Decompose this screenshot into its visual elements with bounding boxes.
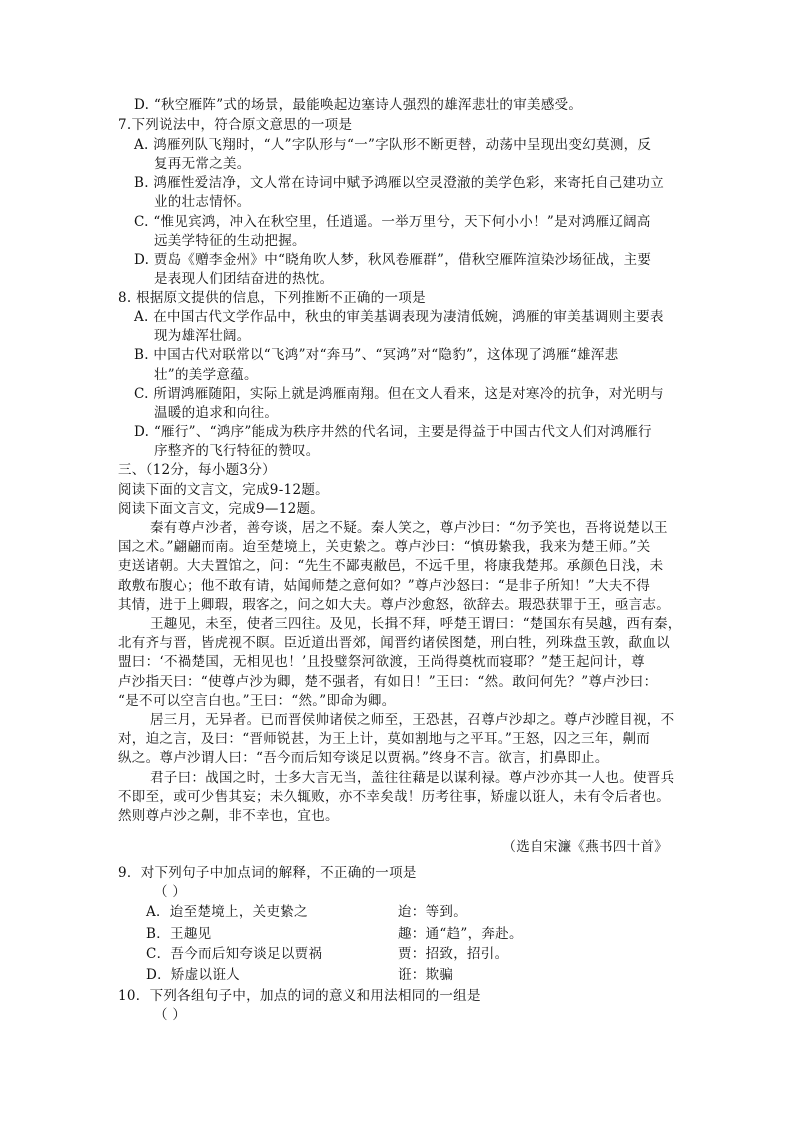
q9-option-a: A．迨至楚境上，关吏絷之 xyxy=(146,904,308,920)
passage-p1-line4: 敢敷布腹心；他不敢有请，姑闻师楚之意何如？”尊卢沙怒曰：“是非子所知！”大夫不得 xyxy=(118,578,651,594)
section-three-heading: 三、（12分，每小题3分） xyxy=(118,462,276,478)
passage-p1-line2: 国之术。”翩翩而南。迨至楚境上，关吏絷之。尊卢沙曰：“慎毋絷我，我来为楚王师。”关 xyxy=(118,539,651,555)
q8-option-b: B. 中国古代对联常以“飞鸿”对“奔马”、“冥鸿”对“隐豹”，这体现了鸿雁“雄浑悲 xyxy=(134,347,619,363)
passage-p4-line2: 不即至，或可少售其妄；未久辄败，亦不幸矣哉！历考往事，矫虚以诳人，未有令后者也。 xyxy=(118,789,670,805)
q8-stem: 8. 根据原文提供的信息，下列推断不正确的一项是 xyxy=(118,290,426,306)
q8-option-c: C. 所谓鸿雁随阳，实际上就是鸿雁南翔。但在文人看来，这是对寒冷的抗争，对光明与 xyxy=(134,386,664,402)
q9-option-a-gloss: 迨：等到。 xyxy=(398,904,467,920)
reading-instruction-2: 阅读下面文言文，完成9—12题。 xyxy=(118,501,325,517)
passage-p3-line3: 纵之。尊卢沙谓人曰：“吾今而后知夸谈足以贾祸。”终身不言。欲言，扪鼻即止。 xyxy=(118,750,609,766)
q9-option-d-gloss: 诳：欺骗 xyxy=(398,967,454,983)
passage-p2-line5: “是不可以空言白也。”王曰：“然。”即命为卿。 xyxy=(118,693,396,709)
q8-option-d-cont: 序整齐的飞行特征的赞叹。 xyxy=(154,443,320,459)
passage-p2-line4: 卢沙指天曰：“使尊卢沙为卿，楚不强者，有如日！”王曰：“然。敢问何先？”尊卢沙曰： xyxy=(118,674,658,690)
passage-p3-line1: 居三月，无异者。已而晋侯帅诸侯之师至，王恐甚，召尊卢沙却之。尊卢沙瞠目视，不 xyxy=(150,712,675,728)
q10-stem: 10．下列各组句子中，加点的词的意义和用法相同的一组是 xyxy=(118,988,481,1004)
passage-p2-line3: 盟曰：‘不禍楚国，无相见也！’且投璧祭河欲渡，王尚得奠枕而寝耶？”楚王起问计，尊 xyxy=(118,654,645,670)
q7-option-d-cont: 是表现人们团结奋进的热忱。 xyxy=(154,271,334,287)
passage-p4-line3: 然则尊卢沙之劓，非不幸也，宜也。 xyxy=(118,808,339,824)
passage-p1-line5: 其情，进于上卿瑕，瑕客之，问之如大夫。尊卢沙愈怒，欲辞去。瑕恐获罪于王，亟言志。 xyxy=(118,597,670,613)
passage-p1-line1: 秦有尊卢沙者，善夸谈，居之不疑。秦人笑之，尊卢沙曰：“勿予笑也，吾将说楚以王 xyxy=(150,520,668,536)
q7-option-a: A. 鸿雁列队飞翔时，“人”字队形与“一”字队形不断更替，动荡中呈现出变幻莫测，反 xyxy=(134,137,652,153)
q8-option-a-cont: 现为雄浑壮阔。 xyxy=(154,328,251,344)
passage-p3-line2: 对，迫之言，及曰：“晋师锐甚，为王上计，莫如割地与之平耳。”王怒，囚之三年，劓而 xyxy=(118,731,651,747)
q7-option-b-cont: 业的壮志情怀。 xyxy=(154,194,251,210)
reading-instruction-1: 阅读下面的文言文，完成9-12题。 xyxy=(118,482,329,498)
passage-source: （选自宋濂《燕书四十首》 xyxy=(502,839,668,855)
q9-stem: 9．对下列句子中加点词的解释，不正确的一项是 xyxy=(118,865,417,881)
q9-option-d: D．矫虚以诳人 xyxy=(146,967,240,983)
passage-p1-line3: 吏送诸朝。大夫置馆之，问：“先生不鄙夷敝邑，不远千里，将康我楚邦。承颜色日浅，未 xyxy=(118,558,664,574)
q8-option-a: A. 在中国古代文学作品中，秋虫的审美基调表现为凄清低婉，鸿雁的审美基调则主要表 xyxy=(134,309,664,325)
q7-stem: 7.下列说法中，符合原文意思的一项是 xyxy=(118,117,353,133)
q9-option-b-gloss: 趣：通“趋”，奔赴。 xyxy=(398,926,523,942)
q8-option-c-cont: 温暖的追求和向往。 xyxy=(154,405,279,421)
passage-p2-line2: 北有齐与晋，皆虎视不瞑。臣近道出晋郊，闻晋约诸侯图楚，刑白牲，列珠盘玉敦，歃血以 xyxy=(118,635,670,651)
q8-option-d: D. “雁行”、“鸿序”能成为秩序井然的代名词，主要是得益于中国古代文人们对鸿雁行 xyxy=(134,424,652,440)
q9-option-c-gloss: 贾：招致，招引。 xyxy=(398,946,509,962)
q9-option-c: C．吾今而后知夸谈足以贾祸 xyxy=(146,946,323,962)
passage-p4-line1: 君子曰：战国之时，士多大言无当，盖往往藉是以谋利禄。尊卢沙亦其一人也。使晋兵 xyxy=(150,770,675,786)
q7-option-c: C. “惟见宾鸿，冲入在秋空里，任逍遥。一举万里兮，天下何小小！”是对鸿雁辽阔高 xyxy=(134,214,651,230)
q7-option-a-cont: 复再无常之美。 xyxy=(154,156,251,172)
q7-option-c-cont: 远美学特征的生动把握。 xyxy=(154,233,306,249)
q6-option-d: D. “秋空雁阵”式的场景，最能唤起边塞诗人强烈的雄浑悲壮的审美感受。 xyxy=(134,97,583,113)
q10-answer-blank: （ ） xyxy=(154,1007,187,1023)
q7-option-b: B. 鸿雁性爱洁净，文人常在诗词中赋予鸿雁以空灵澄澈的美学色彩，来寄托自己建功立 xyxy=(134,175,665,191)
q9-option-b: B．王趣见 xyxy=(146,926,212,942)
q7-option-d: D. 贾岛《赠李金州》中“晓角吹人梦，秋风卷雁群”，借秋空雁阵渲染沙场征战，主要 xyxy=(134,252,652,268)
passage-p2-line1: 王趣见，未至，使者三四往。及见，长揖不拜，呼楚王谓曰：“楚国东有吴越，西有秦， xyxy=(150,616,682,632)
q8-option-b-cont: 壮”的美学意蕴。 xyxy=(154,367,258,383)
q9-answer-blank: （ ） xyxy=(154,884,187,900)
